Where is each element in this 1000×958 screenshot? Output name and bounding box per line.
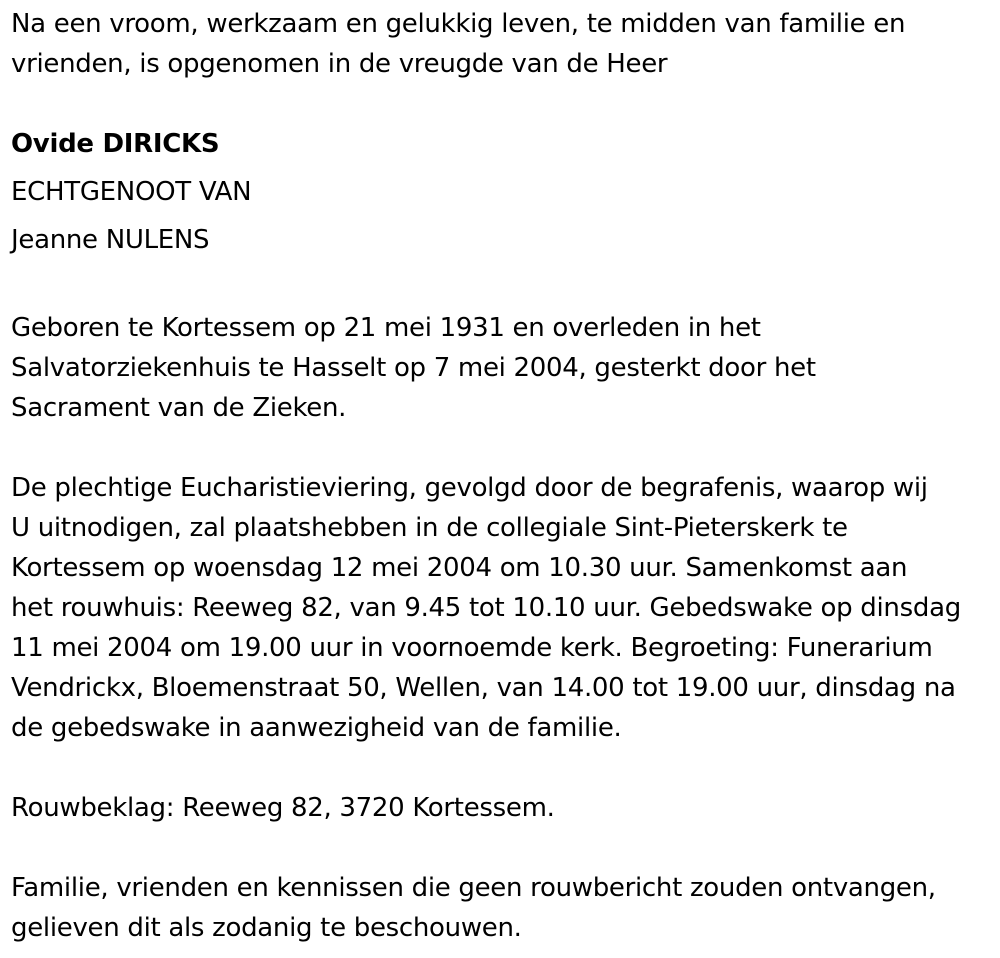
spacer (11, 748, 993, 788)
spacer (11, 428, 993, 468)
relation-label: ECHTGENOOT VAN (11, 177, 252, 207)
deceased-name: Ovide DIRICKS (11, 129, 220, 159)
birth-death-text: Geboren te Kortessem op 21 mei 1931 en overleden in het Salvatorziekenhuis te Hasselt op 7 mei 2004, gesterkt door het Sacrament van de Zieken. (11, 313, 816, 423)
deceased-block (11, 124, 993, 260)
closing-text: Familie, vrienden en kennissen die geen rouwbericht zouden ontvangen, gelieven dit als zodanig te beschouwen. (11, 873, 936, 943)
spouse-name: Jeanne NULENS (11, 225, 210, 255)
condolences-text: Rouwbeklag: Reeweg 82, 3720 Kortessem. (11, 793, 555, 823)
intro-text: Na een vroom, werkzaam en gelukkig leven, te midden van familie en vrienden, is opgenomen in de vreugde van de Heer (11, 9, 906, 79)
ceremony-text: De plechtige Eucharistieviering, gevolgd door de begrafenis, waarop wij U uitnodigen, zal plaatshebben in de collegiale Sint-Pieterskerk te Kortessem op woensdag 12 mei 2004 om 10.30 uur. Samenkomst aan het rouwhuis: Reeweg 82, van 9.45 tot 10.10 uur. Gebedswake op dinsdag 11 mei 2004 om 19.00 uur in voornoemde kerk. Begroeting: Funerarium Vendrickx, Bloemenstraat 50, Wellen, van 14.00 tot 19.00 uur, dinsdag na de gebedswake in aanwezigheid van de familie. (11, 473, 961, 743)
spacer (11, 828, 993, 868)
spacer (11, 268, 993, 308)
obituary-notice (11, 4, 993, 948)
spacer (11, 84, 993, 124)
